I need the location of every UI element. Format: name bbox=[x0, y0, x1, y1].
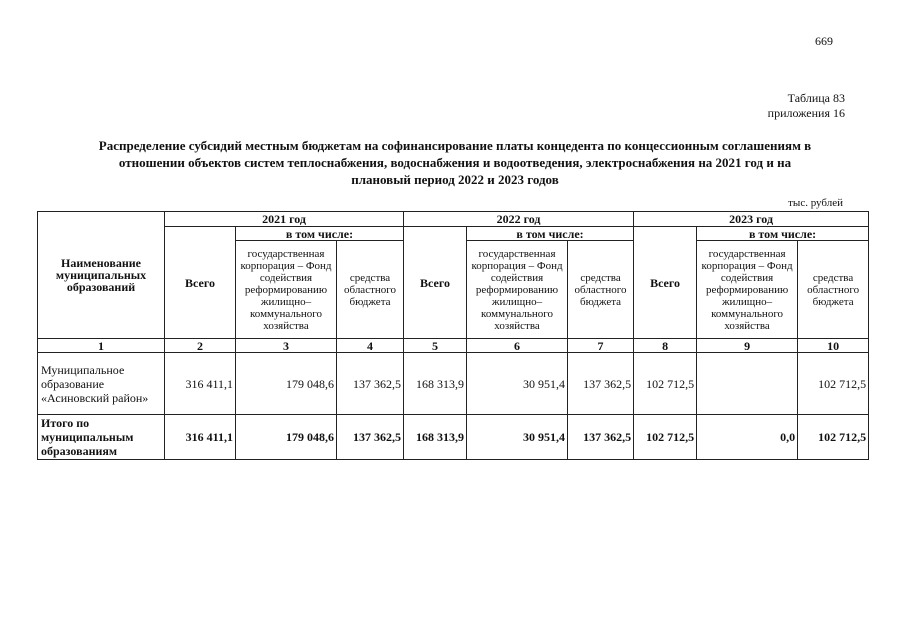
header-fund-2023: государственная корпорация – Фонд содействия реформированию жилищно–коммунального хозяйства bbox=[697, 241, 798, 339]
value-cell: 137 362,5 bbox=[337, 353, 404, 415]
total-value-cell: 168 313,9 bbox=[404, 415, 467, 460]
title-line3: плановый период 2022 и 2023 годов bbox=[351, 172, 559, 187]
column-number: 2 bbox=[165, 339, 236, 353]
total-value-cell: 137 362,5 bbox=[337, 415, 404, 460]
header-name-column: Наименование муниципальных образований bbox=[38, 212, 165, 339]
total-label: Итого по муниципальным образованиям bbox=[38, 415, 165, 460]
column-number: 9 bbox=[697, 339, 798, 353]
column-number: 6 bbox=[467, 339, 568, 353]
header-year-2022: 2022 год bbox=[404, 212, 634, 227]
column-numbers-row bbox=[38, 339, 869, 353]
page-number: 669 bbox=[815, 34, 833, 48]
column-number: 10 bbox=[798, 339, 869, 353]
column-number: 3 bbox=[236, 339, 337, 353]
table-reference bbox=[768, 91, 845, 121]
column-number: 5 bbox=[404, 339, 467, 353]
header-regional-2022: средства областного бюджета bbox=[568, 241, 634, 339]
column-number: 4 bbox=[337, 339, 404, 353]
table-ref-line1: Таблица 83 bbox=[787, 91, 845, 105]
value-cell: 30 951,4 bbox=[467, 353, 568, 415]
table-row bbox=[38, 353, 869, 415]
header-regional-2021: средства областного бюджета bbox=[337, 241, 404, 339]
total-value-cell: 102 712,5 bbox=[798, 415, 869, 460]
total-value-cell: 0,0 bbox=[697, 415, 798, 460]
title-line2: отношении объектов систем теплоснабжения, водоснабжения и водоотведения, электроснабжения на 2021 год и на bbox=[118, 155, 792, 170]
total-value-cell: 30 951,4 bbox=[467, 415, 568, 460]
title-line1: Распределение субсидий местным бюджетам на софинансирование платы концедента по концессионным соглашениям в bbox=[98, 138, 812, 153]
header-fund-2021: государственная корпорация – Фонд содействия реформированию жилищно–коммунального хозяйства bbox=[236, 241, 337, 339]
value-cell bbox=[697, 353, 798, 415]
value-cell: 137 362,5 bbox=[568, 353, 634, 415]
column-number: 8 bbox=[634, 339, 697, 353]
document-title bbox=[60, 137, 850, 188]
column-number: 7 bbox=[568, 339, 634, 353]
header-regional-2023: средства областного бюджета bbox=[798, 241, 869, 339]
header-total-2021: Всего bbox=[165, 227, 236, 339]
table-ref-line2: приложения 16 bbox=[767, 106, 845, 120]
total-value-cell: 316 411,1 bbox=[165, 415, 236, 460]
header-including-2022: в том числе: bbox=[467, 227, 634, 241]
total-value-cell: 102 712,5 bbox=[634, 415, 697, 460]
value-cell: 179 048,6 bbox=[236, 353, 337, 415]
total-row bbox=[38, 415, 869, 460]
header-year-2021: 2021 год bbox=[165, 212, 404, 227]
total-value-cell: 179 048,6 bbox=[236, 415, 337, 460]
subsidy-table bbox=[37, 211, 869, 460]
value-cell: 316 411,1 bbox=[165, 353, 236, 415]
column-number: 1 bbox=[38, 339, 165, 353]
header-year-2023: 2023 год bbox=[634, 212, 869, 227]
header-including-2023: в том числе: bbox=[697, 227, 869, 241]
header-including-2021: в том числе: bbox=[236, 227, 404, 241]
header-total-2022: Всего bbox=[404, 227, 467, 339]
value-cell: 168 313,9 bbox=[404, 353, 467, 415]
header-total-2023: Всего bbox=[634, 227, 697, 339]
value-cell: 102 712,5 bbox=[798, 353, 869, 415]
header-fund-2022: государственная корпорация – Фонд содействия реформированию жилищно–коммунального хозяйства bbox=[467, 241, 568, 339]
units-label: тыс. рублей bbox=[788, 197, 843, 209]
municipality-name: Муниципальное образование «Асиновский район» bbox=[38, 353, 165, 415]
total-value-cell: 137 362,5 bbox=[568, 415, 634, 460]
value-cell: 102 712,5 bbox=[634, 353, 697, 415]
